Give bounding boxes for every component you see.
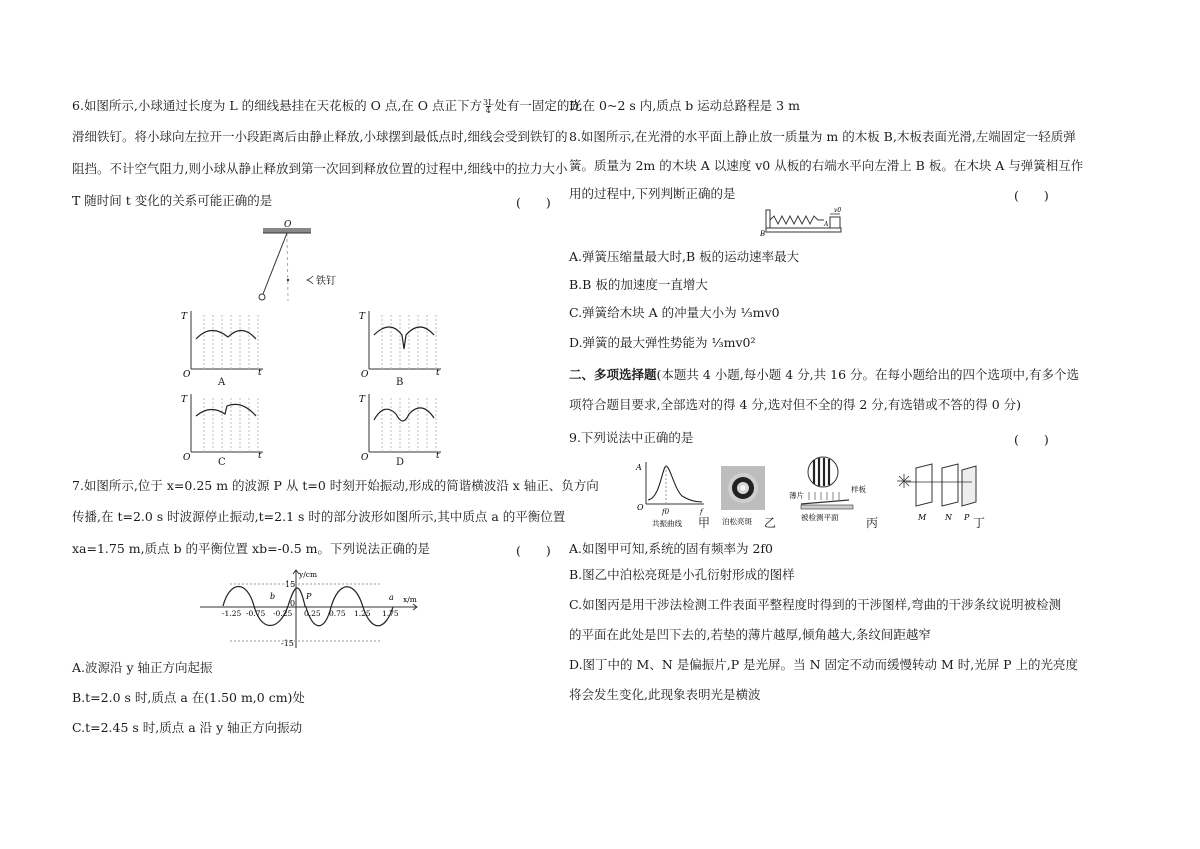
label-P: P: [306, 592, 312, 601]
q6-line-1: 6.如图所示,小球通过长度为 L 的细线悬挂在天花板的 O 点,在 O 点正下方: [72, 98, 483, 113]
section-2-title: 二、多项选择题: [569, 367, 657, 382]
q6-line-2: 滑细铁钉。将小球向左拉开一小段距离后由静止释放,小球摆到最低点时,细线会受到铁钉的: [72, 129, 568, 144]
caption-resonance: 共振曲线: [652, 519, 682, 528]
string: [263, 233, 287, 294]
q9-option-C-line-1: C.如图丙是用干涉法检测工件表面平整程度时得到的干涉图样,弯曲的干涉条纹说明被检测: [569, 597, 1062, 612]
q9-answer-paren: ( ): [1014, 432, 1049, 447]
caption-poisson: 泊松亮斑: [722, 517, 752, 526]
svg-text:0.75: 0.75: [329, 609, 346, 618]
label-N: N: [945, 513, 952, 522]
label-nail: 铁钉: [316, 276, 336, 287]
svg-text:t: t: [436, 451, 440, 461]
q8-line-1: 8.如图所示,在光滑的水平面上静止放一质量为 m 的木板 B,木板表面光滑,左端固定一轻质弹: [569, 129, 1076, 144]
svg-text:-1.25: -1.25: [222, 609, 242, 618]
svg-text:1.75: 1.75: [382, 609, 399, 618]
section-2-desc-line-2: 项符合题目要求,全部选对的得 4 分,选对但不全的得 2 分,有选错或不答的得 0 分): [569, 397, 1021, 412]
q9-option-B: B.图乙中泊松亮斑是小孔衍射形成的图样: [569, 567, 795, 582]
q9-option-D-line-1: D.图丁中的 M、N 是偏振片,P 是光屏。当 N 固定不动而缓慢转动 M 时,光屏 P 上的光亮度: [569, 657, 1079, 672]
vertical-reference: [287, 233, 288, 301]
label-sample-plate: 样板: [851, 485, 866, 494]
figure-yi-label: 乙: [764, 516, 777, 530]
svg-text:T: T: [359, 395, 366, 405]
label-O: O: [284, 220, 292, 230]
ball: [259, 294, 265, 300]
x-axis-label: x/m: [403, 595, 417, 604]
svg-text:f0: f0: [662, 508, 670, 516]
q7-option-C: C.t=2.45 s 时,质点 a 沿 y 轴正方向振动: [72, 720, 303, 735]
wave-figure: [195, 566, 425, 652]
svg-text:O: O: [637, 503, 644, 512]
q7-line-3: xa=1.75 m,质点 b 的平衡位置 xb=-0.5 m。下列说法正确的是: [72, 541, 430, 556]
label-B: B: [760, 230, 766, 238]
q7-option-B: B.t=2.0 s 时,质点 a 在(1.50 m,0 cm)处: [72, 690, 305, 705]
section-2-desc-line-1: (本题共 4 小题,每小题 4 分,共 16 分。在每小题给出的四个选项中,有多个选: [656, 367, 1079, 382]
resonance-curve: [648, 466, 702, 502]
origin-label: 0: [290, 599, 296, 608]
q6-line-4: T 随时间 t 变化的关系可能正确的是: [72, 193, 273, 208]
svg-text:T: T: [181, 395, 188, 405]
q8-option-D: D.弹簧的最大弹性势能为 ⅓mv0²: [569, 335, 756, 350]
q7-option-D: D.在 0~2 s 内,质点 b 运动总路程是 3 m: [569, 98, 800, 113]
q7-line-2: 传播,在 t=2.0 s 时波源停止振动,t=2.1 s 时的部分波形如图所示,其中质点 a 的平衡位置: [72, 509, 566, 524]
svg-text:-0.25: -0.25: [273, 609, 293, 618]
q6-answer-paren: ( ): [516, 195, 551, 210]
label-a: a: [389, 593, 394, 602]
q8-option-B: B.B 板的加速度一直增大: [569, 277, 708, 292]
svg-text:O: O: [361, 370, 369, 380]
label-P: P: [964, 513, 970, 522]
q9-option-D-line-2: 将会发生变化,此现象表明光是横波: [569, 687, 761, 702]
figure-jia-label: 甲: [698, 516, 711, 530]
q6-line-3: 阻挡。不计空气阻力,则小球从静止释放到第一次回到释放位置的过程中,细线中的拉力大小: [72, 161, 568, 176]
label-A: A: [824, 221, 829, 228]
svg-text:t: t: [258, 451, 262, 461]
option-label-C: C: [218, 457, 226, 468]
board-wall: [766, 210, 770, 228]
q8-line-2: 簧。质量为 2m 的木块 A 以速度 v0 从板的右端水平向左滑上 B 板。在木块 A 与弹簧相互作: [569, 158, 1084, 173]
spring-board-figure: [758, 204, 848, 238]
poisson-spot-figure: [718, 464, 770, 528]
q8-line-3: 用的过程中,下列判断正确的是: [569, 186, 736, 201]
svg-text:O: O: [361, 453, 369, 463]
y-bottom-label: -15: [281, 639, 294, 648]
y-top-label: 15: [285, 580, 296, 589]
graph-option-B: [356, 305, 446, 387]
spring: [770, 216, 824, 224]
graph-option-A: [178, 305, 268, 387]
q7-line-1: 7.如图所示,位于 x=0.25 m 的波源 P 从 t=0 时刻开始振动,形成的简谐横波沿 x 轴正、负方向: [72, 478, 599, 493]
svg-text:0.25: 0.25: [304, 609, 321, 618]
board-B: [766, 228, 841, 232]
label-thin-sheet: 薄片: [789, 491, 804, 500]
q8-option-C: C.弹簧给木块 A 的冲量大小为 ⅓mv0: [569, 305, 780, 320]
option-label-A: A: [218, 377, 226, 388]
q9-stem: 9.下列说法中正确的是: [569, 430, 694, 445]
nail: [287, 279, 289, 281]
q8-option-A: A.弹簧压缩量最大时,B 板的运动速率最大: [569, 249, 800, 264]
svg-text:O: O: [183, 370, 191, 380]
q8-answer-paren: ( ): [1014, 188, 1049, 203]
svg-text:O: O: [183, 453, 191, 463]
nail-pointer: [307, 276, 313, 284]
q6-line-1-tail: 处有一固定的光: [494, 98, 582, 113]
svg-text:f: f: [700, 508, 703, 516]
label-M: M: [918, 513, 927, 522]
caption-test-plane: 被检测平面: [801, 513, 839, 522]
svg-text:T: T: [181, 312, 188, 322]
label-b: b: [270, 592, 276, 601]
polarizer-figure: [892, 462, 984, 528]
svg-text:-0.75: -0.75: [246, 609, 266, 618]
q9-option-C-line-2: 的平面在此处是凹下去的,若垫的薄片越厚,倾角越大,条纹间距越窄: [569, 627, 931, 642]
pendulum-figure: [255, 218, 345, 308]
figure-ding-label: 丁: [973, 516, 986, 530]
q6-fraction: $\frac{3L}{4}$: [483, 98, 494, 115]
label-v0: v0: [834, 207, 842, 214]
q7-option-A: A.波源沿 y 轴正方向起振: [72, 660, 213, 675]
svg-text:t: t: [258, 368, 262, 378]
svg-text:1.25: 1.25: [354, 609, 371, 618]
y-axis-label: y/cm: [299, 570, 318, 579]
option-label-B: B: [396, 377, 404, 388]
q7-answer-paren: ( ): [516, 543, 551, 558]
svg-text:t: t: [436, 368, 440, 378]
option-label-D: D: [396, 457, 405, 468]
block-A: [830, 217, 840, 228]
q9-option-A: A.如图甲可知,系统的固有频率为 2f0: [569, 541, 773, 556]
svg-text:A: A: [636, 463, 642, 472]
svg-text:T: T: [359, 312, 366, 322]
interference-test-figure: [787, 454, 867, 530]
figure-bing-label: 丙: [866, 516, 879, 530]
